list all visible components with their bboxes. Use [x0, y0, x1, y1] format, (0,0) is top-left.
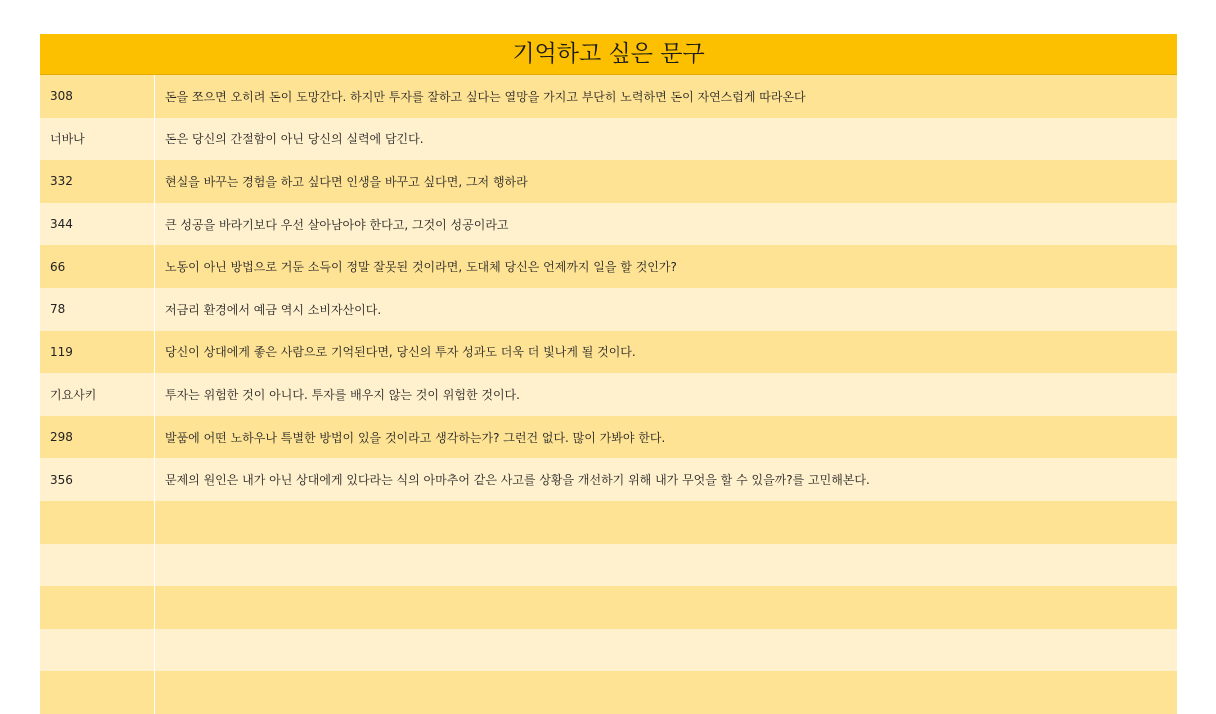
- quote-id-cell[interactable]: 119: [40, 331, 155, 374]
- table-row[interactable]: [40, 544, 1177, 587]
- quote-text-cell[interactable]: [155, 501, 1177, 544]
- table-row[interactable]: [40, 373, 1177, 416]
- table-row[interactable]: [40, 75, 1177, 118]
- quote-id-cell[interactable]: 78: [40, 288, 155, 331]
- quote-id-cell[interactable]: 356: [40, 458, 155, 501]
- quote-id-cell[interactable]: 너바나: [40, 118, 155, 161]
- quote-id-cell[interactable]: [40, 501, 155, 544]
- table-row[interactable]: [40, 671, 1177, 714]
- quote-text-cell[interactable]: 당신이 상대에게 좋은 사람으로 기억된다면, 당신의 투자 성과도 더욱 더 빛나게 될 것이다.: [165, 345, 636, 360]
- quote-text-cell[interactable]: 문제의 원인은 내가 아닌 상대에게 있다라는 식의 아마추어 같은 사고를 상황을 개선하기 위해 내가 무엇을 할 수 있을까?를 고민해본다.: [165, 473, 870, 488]
- quote-text-cell[interactable]: 발품에 어떤 노하우나 특별한 방법이 있을 것이라고 생각하는가? 그런건 없다. 많이 가봐야 한다.: [165, 430, 666, 445]
- quote-text-cell[interactable]: 투자는 위험한 것이 아니다. 투자를 배우지 않는 것이 위험한 것이다.: [165, 387, 520, 402]
- table-row[interactable]: [40, 203, 1177, 246]
- quote-id-cell[interactable]: 66: [40, 245, 155, 288]
- table-row[interactable]: [40, 458, 1177, 501]
- quote-id-cell[interactable]: [40, 586, 155, 629]
- quote-id-cell[interactable]: [40, 629, 155, 672]
- quote-text-cell[interactable]: 현실을 바꾸는 경험을 하고 싶다면 인생을 바꾸고 싶다면, 그저 행하라: [165, 174, 528, 189]
- table-row[interactable]: [40, 586, 1177, 629]
- quote-sheet: [40, 34, 1177, 714]
- quote-text-cell[interactable]: 돈은 당신의 간절함이 아닌 당신의 실력에 담긴다.: [165, 132, 424, 147]
- quote-text-cell[interactable]: [155, 586, 1177, 629]
- table-row[interactable]: [40, 160, 1177, 203]
- quote-table: [40, 75, 1177, 714]
- quote-text-cell[interactable]: 돈을 쪼으면 오히려 돈이 도망간다. 하지만 투자를 잘하고 싶다는 열망을 가지고 부단히 노력하면 돈이 자연스럽게 따라온다: [165, 89, 806, 104]
- quote-id-cell[interactable]: 기요사키: [40, 373, 155, 416]
- quote-text-cell[interactable]: [155, 629, 1177, 672]
- quote-id-cell[interactable]: 332: [40, 160, 155, 203]
- quote-text-cell[interactable]: [155, 671, 1177, 714]
- quote-id-cell[interactable]: [40, 671, 155, 714]
- table-row[interactable]: [40, 416, 1177, 459]
- quote-text-cell[interactable]: 노동이 아닌 방법으로 거둔 소득이 정말 잘못된 것이라면, 도대체 당신은 언제까지 일을 할 것인가?: [165, 260, 677, 275]
- quote-text-cell[interactable]: [155, 544, 1177, 587]
- table-row[interactable]: [40, 629, 1177, 672]
- table-row[interactable]: [40, 331, 1177, 374]
- table-row[interactable]: [40, 288, 1177, 331]
- quote-id-cell[interactable]: 344: [40, 203, 155, 246]
- quote-id-cell[interactable]: 298: [40, 416, 155, 459]
- quote-id-cell[interactable]: [40, 544, 155, 587]
- quote-id-cell[interactable]: 308: [40, 75, 155, 118]
- sheet-title: 기억하고 싶은 문구: [40, 34, 1177, 75]
- table-row[interactable]: [40, 118, 1177, 161]
- table-row[interactable]: [40, 501, 1177, 544]
- table-row[interactable]: [40, 245, 1177, 288]
- quote-text-cell[interactable]: 저금리 환경에서 예금 역시 소비자산이다.: [165, 302, 382, 317]
- quote-text-cell[interactable]: 큰 성공을 바라기보다 우선 살아남아야 한다고, 그것이 성공이라고: [165, 217, 509, 232]
